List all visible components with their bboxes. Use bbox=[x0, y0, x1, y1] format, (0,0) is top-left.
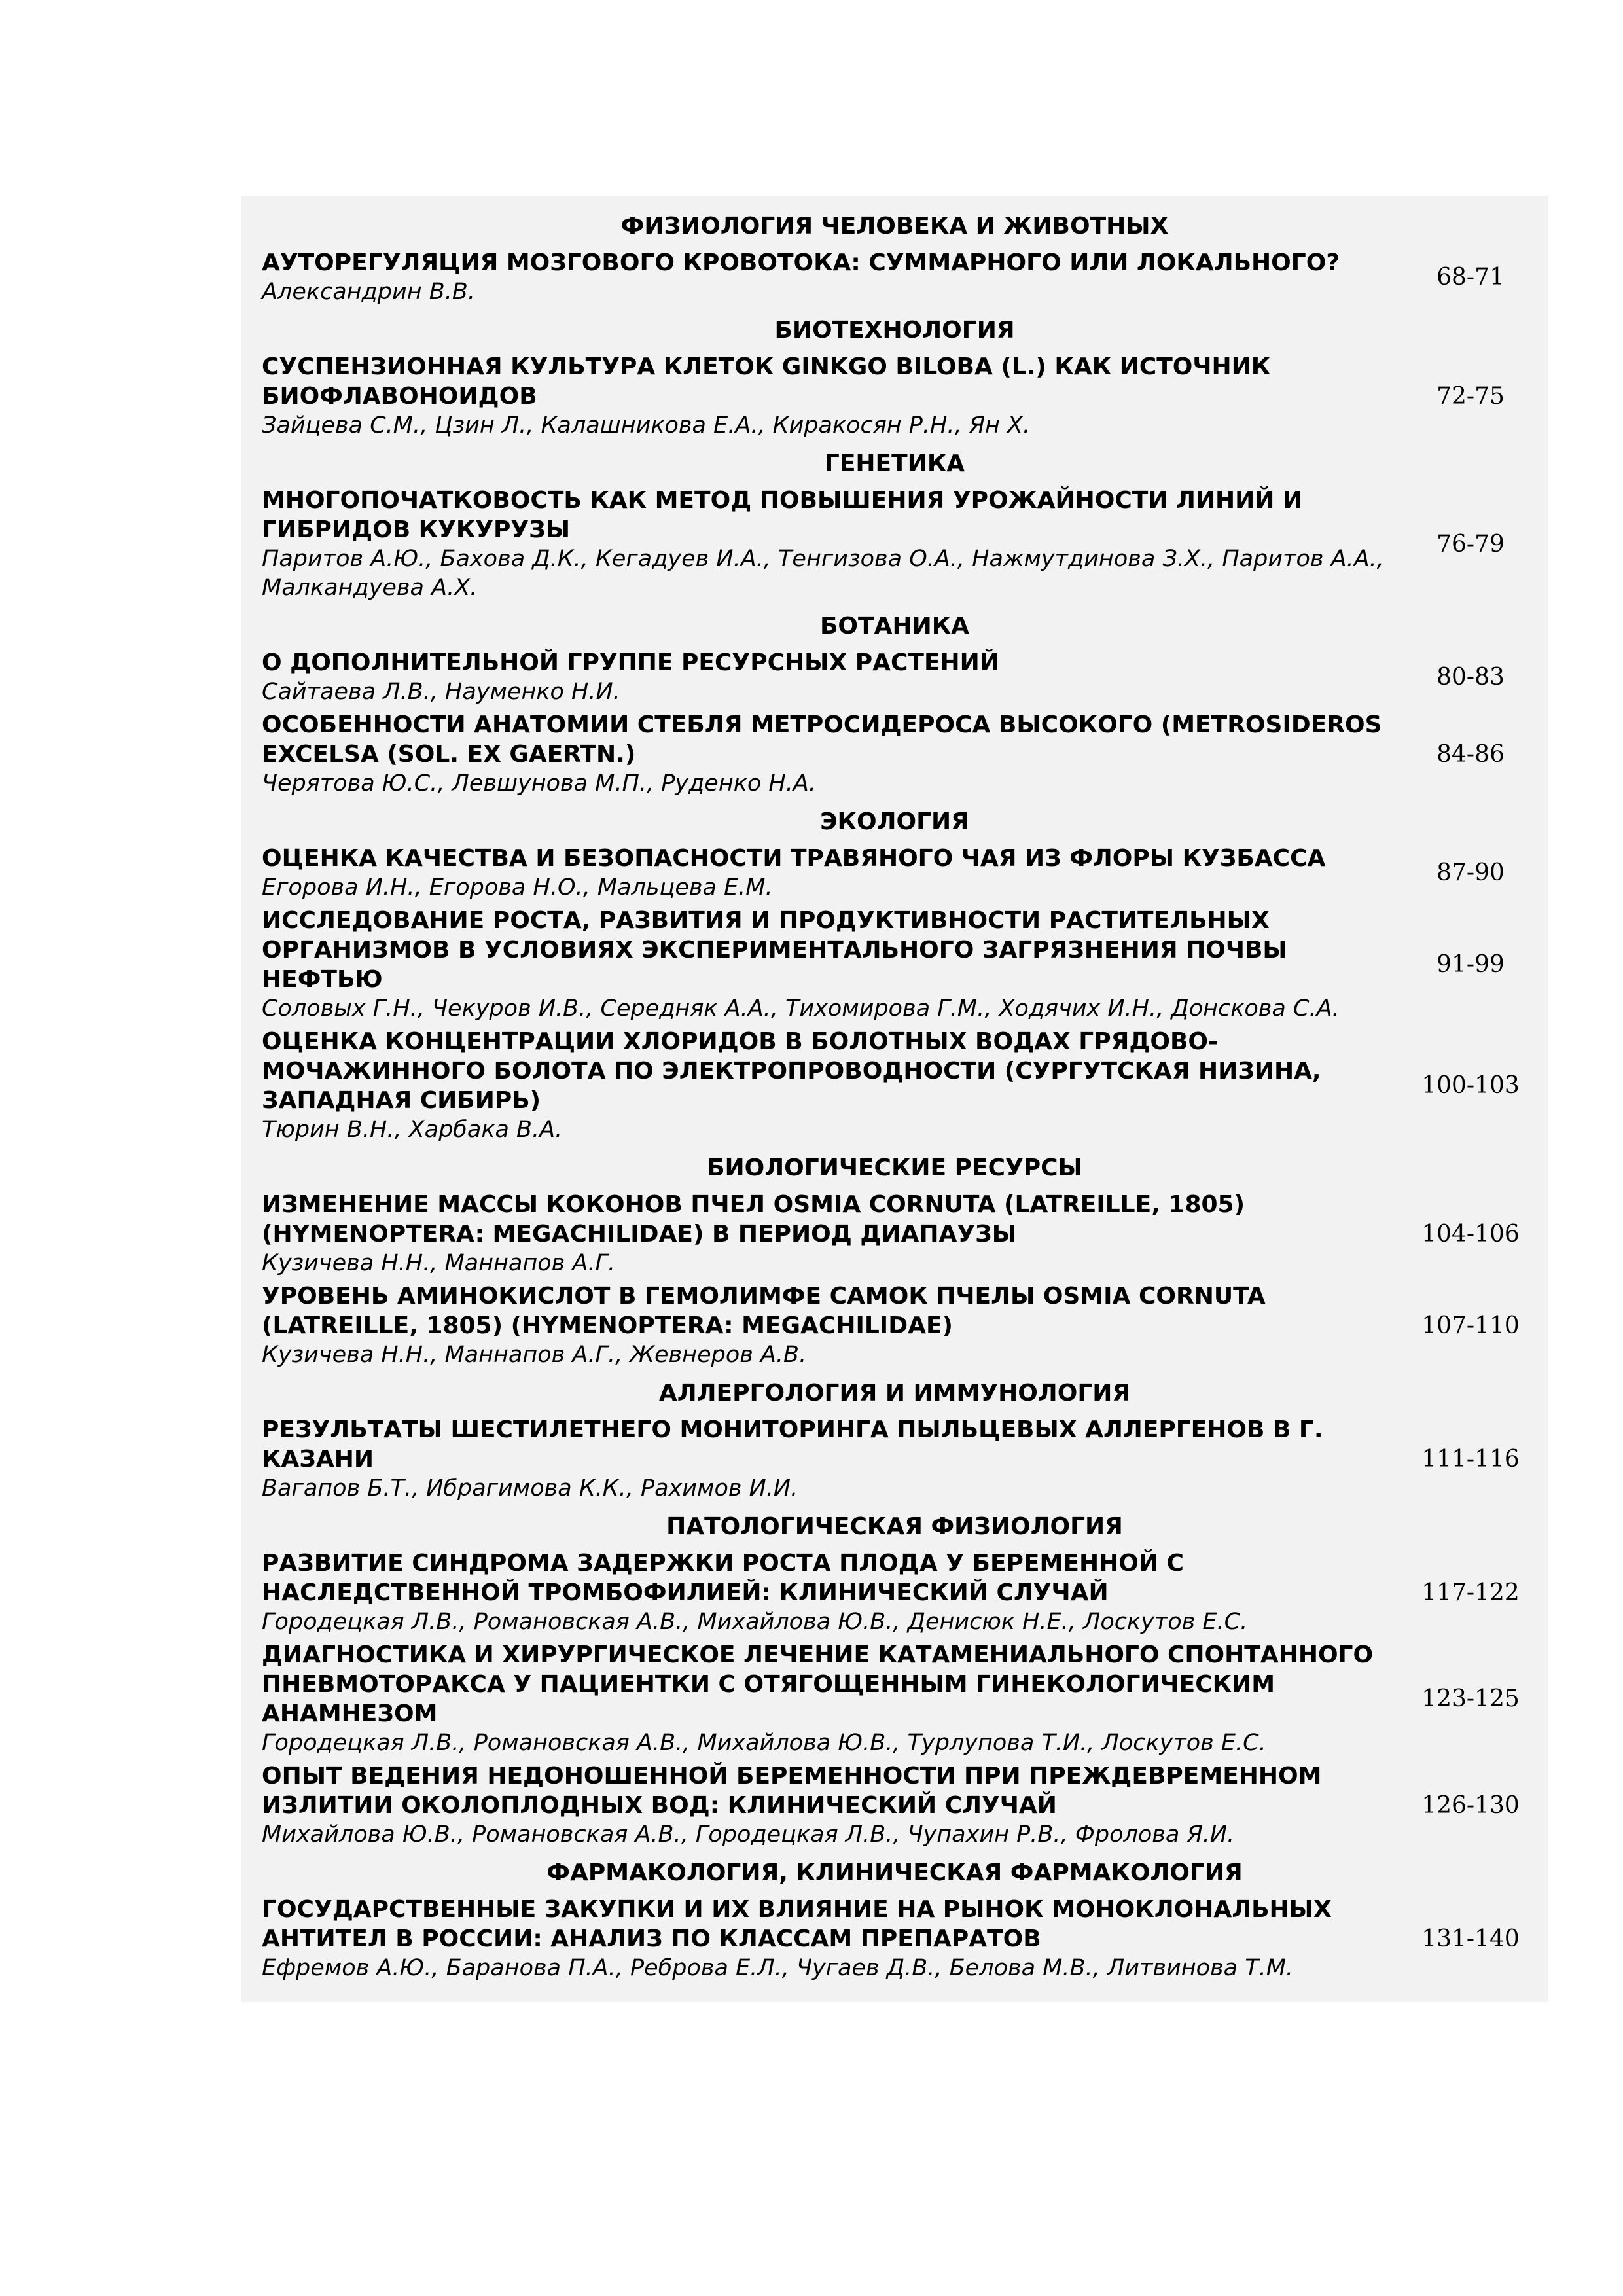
entry-text bbox=[241, 1027, 1393, 1144]
section-heading: ГЕНЕТИКА bbox=[824, 450, 965, 477]
section-heading: ФИЗИОЛОГИЯ ЧЕЛОВЕКА И ЖИВОТНЫХ bbox=[620, 213, 1169, 240]
entry-text bbox=[241, 1761, 1393, 1849]
article-title: УРОВЕНЬ АМИНОКИСЛОТ В ГЕМОЛИМФЕ САМОК ПЧЕЛЫ OSMIA CORNUTA (LATREILLE, 1805) (HYMENOPTERA: MEGACHILIDAE) bbox=[262, 1283, 1266, 1339]
article-authors: Тюрин В.Н., Харбака В.А. bbox=[262, 1117, 563, 1143]
page-range: 111-116 bbox=[1421, 1445, 1520, 1473]
article-title: ОПЫТ ВЕДЕНИЯ НЕДОНОШЕННОЙ БЕРЕМЕННОСТИ ПРИ ПРЕЖДЕВРЕМЕННОМ ИЗЛИТИИ ОКОЛОПЛОДНЫХ ВОД: КЛИНИЧЕСКИЙ СЛУЧАЙ bbox=[262, 1763, 1322, 1819]
article-title: РАЗВИТИЕ СИНДРОМА ЗАДЕРЖКИ РОСТА ПЛОДА У БЕРЕМЕННОЙ С НАСЛЕДСТВЕННОЙ ТРОМБОФИЛИЕЙ: КЛИНИЧЕСКИЙ СЛУЧАЙ bbox=[262, 1550, 1184, 1606]
article-authors: Кузичева Н.Н., Маннапов А.Г. bbox=[262, 1250, 616, 1276]
article-title: ИЗМЕНЕНИЕ МАССЫ КОКОНОВ ПЧЕЛ OSMIA CORNUTA (LATREILLE, 1805) (HYMENOPTERA: MEGACHILIDAE) В ПЕРИОД ДИАПАУЗЫ bbox=[262, 1191, 1245, 1247]
entry-text bbox=[241, 248, 1393, 306]
toc-entry bbox=[241, 1280, 1548, 1372]
entry-text bbox=[241, 1415, 1393, 1503]
toc-entry bbox=[241, 1547, 1548, 1639]
toc-entry bbox=[241, 1760, 1548, 1852]
page-range: 123-125 bbox=[1421, 1685, 1520, 1712]
entry-text bbox=[241, 486, 1393, 602]
article-title: МНОГОПОЧАТКОВОСТЬ КАК МЕТОД ПОВЫШЕНИЯ УРОЖАЙНОСТИ ЛИНИЙ И ГИБРИДОВ КУКУРУЗЫ bbox=[262, 487, 1303, 543]
toc-entry bbox=[241, 905, 1548, 1026]
entry-text bbox=[241, 1282, 1393, 1369]
page-range: 72-75 bbox=[1436, 382, 1505, 410]
page-range: 76-79 bbox=[1436, 530, 1505, 558]
page-range: 131-140 bbox=[1421, 1925, 1520, 1952]
entry-text bbox=[241, 648, 1393, 706]
page-range: 104-106 bbox=[1421, 1220, 1520, 1247]
toc-entry bbox=[241, 247, 1548, 309]
section-heading: ФАРМАКОЛОГИЯ, КЛИНИЧЕСКАЯ ФАРМАКОЛОГИЯ bbox=[546, 1859, 1243, 1886]
article-title: ДИАГНОСТИКА И ХИРУРГИЧЕСКОЕ ЛЕЧЕНИЕ КАТАМЕНИАЛЬНОГО СПОНТАННОГО ПНЕВМОТОРАКСА У ПАЦИЕНТКИ С ОТЯГОЩЕННЫМ ГИНЕКОЛОГИЧЕСКИМ АНАМНЕЗОМ bbox=[262, 1641, 1374, 1727]
page-range: 80-83 bbox=[1436, 664, 1505, 691]
article-authors: Кузичева Н.Н., Маннапов А.Г., Жевнеров А.В. bbox=[262, 1342, 807, 1368]
article-authors: Михайлова Ю.В., Романовская А.В., Городецкая Л.В., Чупахин Р.В., Фролова Я.И. bbox=[262, 1821, 1235, 1848]
section-heading: ЭКОЛОГИЯ bbox=[820, 808, 969, 835]
page-range: 87-90 bbox=[1436, 859, 1505, 886]
article-authors: Паритов А.Ю., Бахова Д.К., Кегадуев И.А., Тенгизова О.А., Нажмутдинова З.Х., Паритов А.А., Малкандуева А.Х. bbox=[262, 546, 1384, 601]
article-title: АУТОРЕГУЛЯЦИЯ МОЗГОВОГО КРОВОТОКА: СУММАРНОГО ИЛИ ЛОКАЛЬНОГО? bbox=[262, 249, 1340, 276]
article-title: ОЦЕНКА КАЧЕСТВА И БЕЗОПАСНОСТИ ТРАВЯНОГО ЧАЯ ИЗ ФЛОРЫ КУЗБАССА bbox=[262, 845, 1326, 872]
article-authors: Зайцева С.М., Цзин Л., Калашникова Е.А., Киракосян Р.Н., Ян X. bbox=[262, 412, 1031, 439]
article-title: СУСПЕНЗИОННАЯ КУЛЬТУРА КЛЕТОК GINKGO BILOBA (L.) КАК ИСТОЧНИК БИОФЛАВОНОИДОВ bbox=[262, 353, 1271, 410]
article-authors: Черятова Ю.С., Левшунова М.П., Руденко Н.А. bbox=[262, 770, 816, 797]
toc-entry bbox=[241, 1026, 1548, 1147]
article-title: ОСОБЕННОСТИ АНАТОМИИ СТЕБЛЯ МЕТРОСИДЕРОСА ВЫСОКОГО (METROSIDEROS EXCELSA (SOL. EX GAERTN.) bbox=[262, 711, 1382, 768]
article-authors: Ефремов А.Ю., Баранова П.А., Реброва Е.Л., Чугаев Д.В., Белова М.В., Литвинова Т.М. bbox=[262, 1955, 1294, 1981]
page-range: 91-99 bbox=[1436, 951, 1505, 978]
page-range: 126-130 bbox=[1421, 1791, 1520, 1819]
article-authors: Егорова И.Н., Егорова Н.О., Мальцева Е.М. bbox=[262, 874, 773, 901]
section-heading: АЛЛЕРГОЛОГИЯ И ИММУНОЛОГИЯ bbox=[658, 1380, 1131, 1407]
section-heading: БИОЛОГИЧЕСКИЕ РЕСУРСЫ bbox=[707, 1155, 1082, 1181]
toc-entry bbox=[241, 842, 1548, 905]
article-authors: Александрин В.В. bbox=[262, 279, 476, 305]
entry-text bbox=[241, 1895, 1393, 1982]
table-of-contents bbox=[241, 196, 1548, 2002]
article-authors: Соловых Г.Н., Чекуров И.В., Середняк А.А., Тихомирова Г.М., Ходячих И.Н., Донскова С.А. bbox=[262, 996, 1340, 1022]
page-range: 84-86 bbox=[1436, 740, 1505, 768]
entry-text bbox=[241, 1549, 1393, 1636]
entry-text bbox=[241, 710, 1393, 798]
entry-text bbox=[241, 906, 1393, 1023]
toc-entry bbox=[241, 1414, 1548, 1505]
article-authors: Городецкая Л.В., Романовская А.В., Михайлова Ю.В., Турлупова Т.И., Лоскутов Е.С. bbox=[262, 1730, 1266, 1756]
article-title: ОЦЕНКА КОНЦЕНТРАЦИИ ХЛОРИДОВ В БОЛОТНЫХ ВОДАХ ГРЯДОВО-МОЧАЖИННОГО БОЛОТА ПО ЭЛЕКТРОПРОВОДНОСТИ (СУРГУТСКАЯ НИЗИНА, ЗАПАДНАЯ СИБИРЬ) bbox=[262, 1028, 1321, 1114]
toc-entry bbox=[241, 484, 1548, 605]
section-heading: БОТАНИКА bbox=[819, 613, 969, 639]
page-range: 107-110 bbox=[1421, 1312, 1520, 1339]
entry-text bbox=[241, 1640, 1393, 1757]
section-heading: БИОТЕХНОЛОГИЯ bbox=[774, 317, 1015, 344]
article-authors: Сайтаева Л.В., Науменко Н.И. bbox=[262, 679, 620, 705]
article-title: РЕЗУЛЬТАТЫ ШЕСТИЛЕТНЕГО МОНИТОРИНГА ПЫЛЬЦЕВЫХ АЛЛЕРГЕНОВ В Г. КАЗАНИ bbox=[262, 1416, 1323, 1473]
page-range: 68-71 bbox=[1436, 264, 1505, 291]
article-authors: Городецкая Л.В., Романовская А.В., Михайлова Ю.В., Денисюк Н.Е., Лоскутов Е.С. bbox=[262, 1609, 1248, 1635]
article-authors: Вагапов Б.Т., Ибрагимова К.К., Рахимов И.И. bbox=[262, 1475, 798, 1501]
toc-entry bbox=[241, 1893, 1548, 1985]
article-title: О ДОПОЛНИТЕЛЬНОЙ ГРУППЕ РЕСУРСНЫХ РАСТЕНИЙ bbox=[262, 649, 999, 676]
page-range: 117-122 bbox=[1421, 1579, 1520, 1606]
entry-text bbox=[241, 352, 1393, 440]
toc-entry bbox=[241, 351, 1548, 442]
article-title: ГОСУДАРСТВЕННЫЕ ЗАКУПКИ И ИХ ВЛИЯНИЕ НА РЫНОК МОНОКЛОНАЛЬНЫХ АНТИТЕЛ В РОССИИ: АНАЛИЗ ПО КЛАССАМ ПРЕПАРАТОВ bbox=[262, 1896, 1332, 1952]
toc-entry bbox=[241, 1189, 1548, 1280]
entry-text bbox=[241, 844, 1393, 902]
article-title: ИССЛЕДОВАНИЕ РОСТА, РАЗВИТИЯ И ПРОДУКТИВНОСТИ РАСТИТЕЛЬНЫХ ОРГАНИЗМОВ В УСЛОВИЯХ ЭКСПЕРИМЕНТАЛЬНОГО ЗАГРЯЗНЕНИЯ ПОЧВЫ НЕФТЬЮ bbox=[262, 907, 1287, 993]
toc-entry bbox=[241, 647, 1548, 709]
toc-entry bbox=[241, 709, 1548, 800]
entry-text bbox=[241, 1190, 1393, 1278]
section-heading: ПАТОЛОГИЧЕСКАЯ ФИЗИОЛОГИЯ bbox=[666, 1513, 1123, 1540]
toc-entry bbox=[241, 1639, 1548, 1760]
page-range: 100-103 bbox=[1421, 1072, 1520, 1099]
